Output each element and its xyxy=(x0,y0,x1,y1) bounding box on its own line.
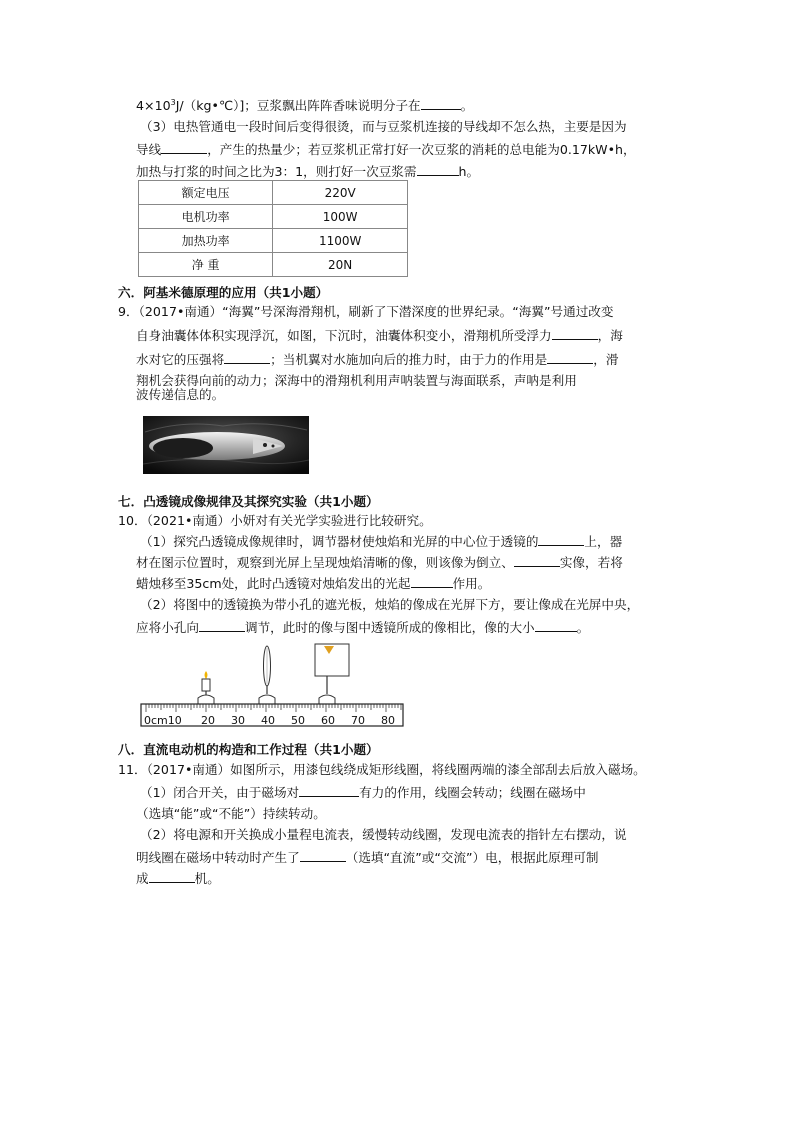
q10-line-4: 蜡烛移至35cm处，此时凸透镜对烛焰发出的光起 作用。 xyxy=(136,576,491,591)
q9-line-1: 9．（2017•南通）“海翼”号深海滑翔机，刷新了下潜深度的世界纪录。“海翼”号通过改变 xyxy=(118,304,614,319)
q8-line-1: $4\times 10^3J/(kg•℃)$]；豆浆飘出阵阵香味说明分子在 。 xyxy=(136,98,474,113)
q10-line-2: （1）探究凸透镜成像规律时，调节器材使烛焰和光屏的中心位于透镜的 上，器 xyxy=(140,534,623,549)
ruler-label: 80 xyxy=(381,714,395,727)
convex-lens xyxy=(264,646,271,694)
section-heading-8: 八．直流电动机的构造和工作过程（共1小题） xyxy=(118,742,379,757)
ruler-label: 40 xyxy=(261,714,275,727)
answer-blank[interactable] xyxy=(411,574,453,588)
q9-line-5: 波传递信息的。 xyxy=(136,387,225,402)
q8-line-3: 导线 ，产生的热量少；若豆浆机正常打好一次豆浆的消耗的总电能为0.17kW•h， xyxy=(136,142,636,157)
answer-blank[interactable] xyxy=(149,869,195,883)
flame-icon xyxy=(205,671,208,679)
q11-line-2: （1）闭合开关，由于磁场对 有力的作用，线圈会转动；线圈在磁场中 xyxy=(140,785,586,800)
spec-table xyxy=(138,180,408,277)
ruler-label: 60 xyxy=(321,714,335,727)
answer-blank[interactable] xyxy=(224,350,270,364)
q10-line-6: 应将小孔向 调节，此时的像与图中透镜所成的像相比，像的大小 。 xyxy=(136,620,590,635)
q11-line-3: （选填“能”或“不能”）持续转动。 xyxy=(136,806,326,821)
q10-line-5: （2）将图中的透镜换为带小孔的遮光板，烛焰的像成在光屏下方，要让像成在光屏中央， xyxy=(140,597,640,612)
light-screen xyxy=(315,644,349,694)
answer-blank[interactable] xyxy=(535,618,577,632)
q11-line-1: 11．（2017•南通）如图所示，用漆包线绕成矩形线圈，将线圈两端的漆全部刮去后放入磁场。 xyxy=(118,762,646,777)
table-row: 额定电压 220V xyxy=(139,181,408,205)
answer-blank[interactable] xyxy=(547,350,593,364)
table-row: 加热功率 1100W xyxy=(139,229,408,253)
ruler-label: 20 xyxy=(201,714,215,727)
answer-blank[interactable] xyxy=(514,553,560,567)
ruler-label: 70 xyxy=(351,714,365,727)
answer-blank[interactable] xyxy=(538,532,584,546)
table-row: 电机功率 100W xyxy=(139,205,408,229)
optical-bench-figure xyxy=(140,642,404,732)
section-heading-7: 七．凸透镜成像规律及其探究实验（共1小题） xyxy=(118,494,379,509)
section-heading-6: 六．阿基米德原理的应用（共1小题） xyxy=(118,285,329,300)
answer-blank[interactable] xyxy=(421,96,461,110)
answer-blank[interactable] xyxy=(199,618,245,632)
q9-line-3: 水对它的压强将 ；当机翼对水施加向后的推力时，由于力的作用是 ，滑 xyxy=(136,352,619,367)
q9-line-2: 自身油囊体体积实现浮沉，如图，下沉时，油囊体积变小，滑翔机所受浮力 ，海 xyxy=(136,328,623,343)
q10-line-1: 10．（2021•南通）小妍对有关光学实验进行比较研究。 xyxy=(118,513,432,528)
table-row: 净 重 20N xyxy=(139,253,408,277)
q10-line-3: 材在图示位置时，观察到光屏上呈现烛焰清晰的像，则该像为倒立、 实像，若将 xyxy=(136,555,623,570)
q11-line-6: 成 机。 xyxy=(136,871,220,886)
answer-blank[interactable] xyxy=(300,848,346,862)
q9-line-4: 翔机会获得向前的动力；深海中的滑翔机利用声呐装置与海面联系，声呐是利用 xyxy=(136,373,577,388)
q8-line-4: 加热与打浆的时间之比为3：1，则打好一次豆浆需 h。 xyxy=(136,164,480,179)
glider-photo xyxy=(143,416,309,474)
q8-line-2: （3）电热管通电一段时间后变得很烫，而与豆浆机连接的导线却不怎么热，主要是因为 xyxy=(140,119,627,134)
candle xyxy=(202,671,210,696)
answer-blank[interactable] xyxy=(161,140,207,154)
q11-line-5: 明线圈在磁场中转动时产生了 （选填“直流”或“交流”）电，根据此原理可制 xyxy=(136,850,599,865)
ruler-label: 0cm10 xyxy=(144,714,182,727)
answer-blank[interactable] xyxy=(417,162,459,176)
ruler-label: 30 xyxy=(231,714,245,727)
answer-blank[interactable] xyxy=(552,326,598,340)
ruler-label: 50 xyxy=(291,714,305,727)
q11-line-4: （2）将电源和开关换成小量程电流表，缓慢转动线圈，发现电流表的指针左右摆动，说 xyxy=(140,827,627,842)
answer-blank[interactable] xyxy=(299,783,359,797)
